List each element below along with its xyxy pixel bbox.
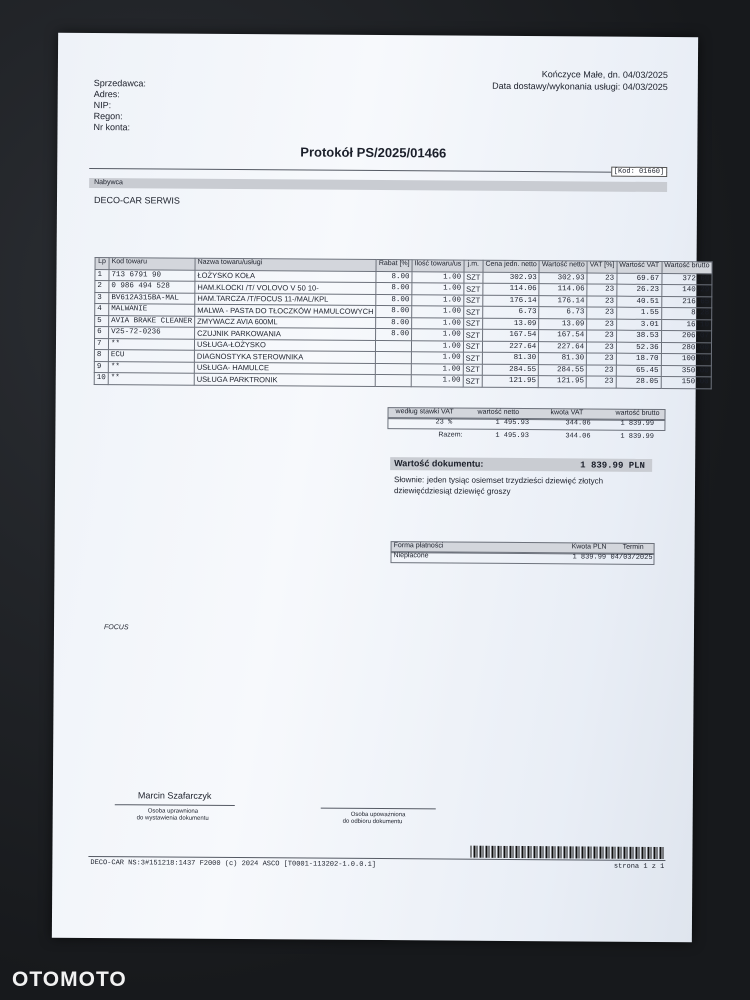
amount-in-words-line2: dziewięćdziesiąt dziewięć groszy bbox=[393, 486, 511, 496]
cell-unit-price: 13.09 bbox=[483, 318, 539, 330]
payment-amount: 1 839.99 bbox=[572, 553, 607, 562]
cell-lp: 4 bbox=[95, 304, 109, 316]
cell-discount bbox=[376, 352, 412, 364]
place-date: Kończyce Małe, dn. 04/03/2025 bbox=[541, 69, 668, 81]
cell-vat-value: 26.23 bbox=[617, 284, 662, 296]
cell-vat-rate: 23 bbox=[586, 376, 616, 388]
cell-name: HAM.TARCZA /T/FOCUS 11-/MAL/KPL bbox=[195, 293, 376, 306]
cell-unit-price: 6.73 bbox=[483, 306, 539, 318]
cell-vat-value: 18.70 bbox=[616, 353, 661, 365]
vat-amount-header: kwota VAT bbox=[550, 409, 584, 417]
cell-name: ŁOŻYSKO KOŁA bbox=[195, 270, 376, 283]
page-number: strona 1 z 1 bbox=[613, 862, 665, 872]
col-name: Nazwa towaru/usługi bbox=[195, 258, 376, 271]
barcode bbox=[470, 846, 665, 859]
software-footer: DECO-CAR NS:3#151218:1437 F2000 (c) 2024 ASCO [T0001-113202-1.0.0.1] bbox=[90, 859, 377, 870]
vat-gross-header: wartość brutto bbox=[615, 409, 660, 417]
col-lp: Lp bbox=[95, 258, 109, 270]
cell-lp: 6 bbox=[95, 327, 109, 339]
cell-name: ZMYWACZ AVIA 600ML bbox=[195, 316, 376, 329]
cell-lp: 5 bbox=[95, 315, 109, 327]
cell-unit-price: 302.93 bbox=[483, 272, 539, 284]
issuer-caption-1: Osoba uprawniona bbox=[147, 808, 199, 815]
seller-labels bbox=[93, 78, 145, 133]
vat-rate-header: według stawki VAT bbox=[395, 408, 454, 416]
cell-net-value: 13.09 bbox=[539, 318, 587, 330]
cell-gross-value: 350.00 bbox=[661, 365, 711, 377]
cell-vat-rate: 23 bbox=[587, 318, 617, 330]
cell-discount: 8.00 bbox=[376, 317, 412, 329]
total-gross: 1 839.99 bbox=[620, 432, 654, 441]
cell-vat-rate: 23 bbox=[587, 295, 617, 307]
cell-qty: 1.00 bbox=[412, 306, 464, 318]
total-vat: 344.06 bbox=[565, 432, 591, 441]
cell-unit: SZT bbox=[464, 272, 483, 284]
cell-code: MALWANIE bbox=[109, 304, 195, 316]
cell-lp: 9 bbox=[94, 361, 108, 373]
note: FOCUS bbox=[103, 624, 129, 632]
cell-unit: SZT bbox=[463, 318, 482, 330]
col-vat-value: Wartość VAT bbox=[617, 261, 662, 273]
regon-label: Regon: bbox=[93, 111, 123, 122]
address-label: Adres: bbox=[93, 89, 120, 100]
cell-qty: 1.00 bbox=[412, 317, 464, 329]
cell-net-value: 227.64 bbox=[539, 341, 587, 353]
cell-unit: SZT bbox=[463, 329, 482, 341]
cell-unit-price: 81.30 bbox=[482, 352, 538, 364]
cell-unit-price: 121.95 bbox=[482, 375, 538, 387]
cell-vat-value: 40.51 bbox=[616, 296, 661, 308]
cell-gross-value: 150.00 bbox=[661, 376, 711, 388]
cell-name: USŁUGA- HAMULCE bbox=[194, 362, 375, 375]
cell-vat-value: 38.53 bbox=[616, 330, 661, 342]
receiver-caption-1: Osoba upoważniona bbox=[350, 811, 406, 819]
col-gross-value: Wartość brutto bbox=[662, 261, 712, 273]
cell-name: USŁUGA PARKTRONIK bbox=[194, 373, 375, 386]
col-discount: Rabat [%] bbox=[376, 260, 412, 272]
nip-label: NIP: bbox=[93, 100, 112, 111]
cell-name: HAM.KLOCKI /T/ VOLOVO V 50 10- bbox=[195, 281, 376, 294]
amount-in-words-line1: jeden tysiąc osiemset trzydzieści dziewięć złotych bbox=[427, 475, 604, 486]
cell-vat-value: 28.05 bbox=[616, 376, 661, 388]
payment-term-header: Termin bbox=[622, 543, 644, 551]
document-value-amount: 1 839.99 PLN bbox=[580, 460, 646, 471]
col-vat-rate: VAT [%] bbox=[587, 261, 617, 273]
cell-vat-rate: 23 bbox=[587, 272, 617, 284]
col-unit-price: Cena jedn. netto bbox=[483, 260, 539, 272]
cell-unit: SZT bbox=[463, 352, 482, 364]
cell-code: 713 6791 90 bbox=[109, 269, 195, 281]
cell-code: 0 986 494 528 bbox=[109, 281, 195, 293]
seller-label: Sprzedawca: bbox=[93, 78, 146, 89]
cell-code: ** bbox=[108, 361, 194, 373]
issuer-name: Marcin Szafarczyk bbox=[137, 790, 212, 801]
account-label: Nr konta: bbox=[93, 122, 131, 133]
invoice-paper bbox=[52, 33, 710, 942]
cell-code: BV612A315BA-MAL bbox=[109, 292, 195, 304]
cell-lp: 8 bbox=[94, 350, 108, 362]
cell-qty: 1.00 bbox=[411, 375, 463, 387]
issuer-signature-line bbox=[115, 804, 235, 805]
cell-unit: SZT bbox=[463, 364, 482, 376]
cell-vat-value: 69.67 bbox=[617, 273, 662, 285]
cell-unit: SZT bbox=[464, 295, 483, 307]
cell-unit-price: 176.14 bbox=[483, 295, 539, 307]
cell-unit: SZT bbox=[464, 283, 483, 295]
cell-vat-rate: 23 bbox=[587, 284, 617, 296]
cell-vat-rate: 23 bbox=[587, 330, 617, 342]
cell-net-value: 81.30 bbox=[539, 353, 587, 365]
cell-lp: 2 bbox=[95, 281, 109, 293]
buyer-bar bbox=[89, 178, 667, 192]
cell-unit: SZT bbox=[463, 341, 482, 353]
cell-unit-price: 167.54 bbox=[482, 329, 538, 341]
cell-unit: SZT bbox=[463, 375, 482, 387]
receiver-signature-line bbox=[321, 808, 436, 809]
cell-gross-value: 280.00 bbox=[661, 342, 711, 354]
cell-gross-value: 216.65 bbox=[661, 296, 711, 308]
cell-gross-value: 16.10 bbox=[661, 319, 711, 331]
items-table bbox=[94, 257, 713, 389]
cell-code: ** bbox=[108, 338, 194, 350]
cell-code: ECU bbox=[108, 350, 194, 362]
cell-name: USŁUGA-ŁOŻYSKO bbox=[194, 339, 375, 352]
buyer-code: [Kod: 01660] bbox=[611, 167, 667, 177]
cell-discount: 8.00 bbox=[376, 306, 412, 318]
cell-vat-value: 1.55 bbox=[616, 307, 661, 319]
buyer-label: Nabywca bbox=[94, 179, 123, 187]
cell-discount: 8.00 bbox=[376, 283, 412, 295]
cell-net-value: 114.06 bbox=[539, 284, 587, 296]
cell-gross-value: 8.28 bbox=[661, 307, 711, 319]
cell-vat-rate: 23 bbox=[587, 353, 617, 365]
cell-qty: 1.00 bbox=[412, 329, 464, 341]
cell-qty: 1.00 bbox=[411, 340, 463, 352]
payment-term: 04/03/2025 bbox=[610, 553, 653, 562]
cell-discount: 8.00 bbox=[376, 271, 412, 283]
cell-gross-value: 100.00 bbox=[661, 353, 711, 365]
cell-net-value: 6.73 bbox=[539, 307, 587, 319]
issuer-caption-2: do wystawienia dokumentu bbox=[136, 815, 209, 822]
col-unit: j.m. bbox=[464, 260, 483, 272]
col-net-value: Wartość netto bbox=[539, 261, 587, 273]
words-label: Słownie: bbox=[394, 475, 425, 485]
cell-name: DIAGNOSTYKA STEROWNIKA bbox=[194, 350, 375, 363]
cell-lp: 10 bbox=[94, 373, 108, 385]
cell-discount bbox=[376, 363, 412, 375]
cell-unit: SZT bbox=[463, 306, 482, 318]
cell-gross-value: 140.29 bbox=[662, 284, 712, 296]
cell-unit-price: 227.64 bbox=[482, 341, 538, 353]
cell-vat-value: 52.36 bbox=[616, 342, 661, 354]
otomoto-logo: OTOMOTO bbox=[12, 968, 127, 991]
document-title: Protokół PS/2025/01466 bbox=[300, 144, 447, 161]
payment-amount-header: Kwota PLN bbox=[571, 543, 607, 551]
cell-vat-value: 65.45 bbox=[616, 365, 661, 377]
cell-qty: 1.00 bbox=[412, 271, 464, 283]
col-code: Kod towaru bbox=[109, 258, 195, 270]
vat-gross-value: 1 839.99 bbox=[620, 419, 655, 428]
cell-name: MALWA - PASTA DO TŁOCZKÓW HAMULCOWYCH bbox=[195, 304, 376, 317]
cell-unit-price: 284.55 bbox=[482, 364, 538, 376]
cell-vat-value: 3.01 bbox=[616, 319, 661, 331]
divider bbox=[89, 168, 667, 173]
cell-code: ** bbox=[108, 373, 194, 385]
buyer-name: DECO-CAR SERWIS bbox=[93, 195, 180, 206]
vat-net-value: 1 495.93 bbox=[495, 418, 530, 428]
receiver-caption-2: do odbioru dokumentu bbox=[342, 818, 403, 826]
vat-net-header: wartość netto bbox=[477, 408, 520, 417]
cell-gross-value: 206.07 bbox=[661, 330, 711, 342]
delivery-date: Data dostawy/wykonania usługi: 04/03/2025 bbox=[492, 80, 668, 93]
col-qty: Ilość towaru/us bbox=[412, 260, 464, 272]
cell-code: AVIA BRAKE CLEANER bbox=[109, 315, 195, 327]
cell-net-value: 121.95 bbox=[538, 376, 586, 388]
cell-gross-value: 372.60 bbox=[662, 273, 712, 285]
payment-method: Niepłacone bbox=[393, 552, 429, 560]
cell-vat-rate: 23 bbox=[587, 364, 617, 376]
cell-qty: 1.00 bbox=[412, 294, 464, 306]
cell-discount bbox=[376, 375, 412, 387]
cell-vat-rate: 23 bbox=[587, 307, 617, 319]
total-label: Razem: bbox=[438, 431, 463, 439]
cell-discount: 8.00 bbox=[376, 329, 412, 341]
cell-net-value: 302.93 bbox=[539, 272, 587, 284]
cell-net-value: 167.54 bbox=[539, 330, 587, 342]
cell-net-value: 284.55 bbox=[539, 364, 587, 376]
cell-code: V25-72-0236 bbox=[109, 327, 195, 339]
payment-method-header: Forma płatności bbox=[393, 542, 444, 550]
cell-lp: 1 bbox=[95, 269, 109, 281]
cell-name: CZUJNIK PARKOWANIA bbox=[195, 327, 376, 340]
cell-discount: 8.00 bbox=[376, 294, 412, 306]
total-net: 1 495.93 bbox=[495, 431, 530, 441]
cell-unit-price: 114.06 bbox=[483, 283, 539, 295]
cell-qty: 1.00 bbox=[412, 283, 464, 295]
cell-net-value: 176.14 bbox=[539, 295, 587, 307]
document-value-label: Wartość dokumentu: bbox=[394, 458, 484, 469]
cell-lp: 7 bbox=[94, 338, 108, 350]
cell-qty: 1.00 bbox=[411, 352, 463, 364]
vat-rate-value: 23 % bbox=[435, 418, 453, 427]
cell-vat-rate: 23 bbox=[587, 341, 617, 353]
cell-qty: 1.00 bbox=[411, 363, 463, 375]
items-body bbox=[94, 269, 712, 388]
vat-amount-value: 344.06 bbox=[565, 419, 591, 428]
cell-lp: 3 bbox=[95, 292, 109, 304]
cell-discount bbox=[376, 340, 412, 352]
